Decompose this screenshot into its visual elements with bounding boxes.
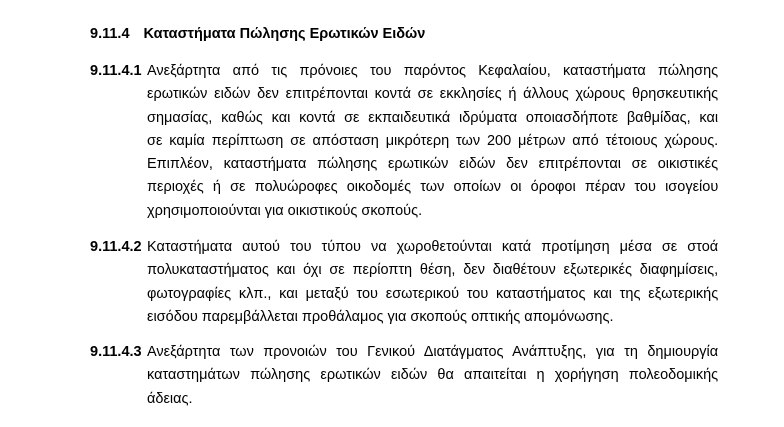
clause-line: χρησιμοποιούνται για οικιστικούς σκοπούς. bbox=[147, 202, 423, 219]
clause-line: Ανεξάρτητα από τις πρόνοιες του παρόντος Κεφαλαίου, καταστήματα πώλησης bbox=[147, 63, 719, 79]
clause-9-11-4-2 bbox=[90, 236, 718, 329]
clause-line: φωτογραφίες κλπ., και μεταξύ του εσωτερικού του καταστήματος και της εξωτερικής bbox=[147, 285, 719, 302]
clause-number: 9.11.4.1 bbox=[90, 63, 142, 79]
clause-line: Ανεξάρτητα των προνοιών του Γενικού Διατάγματος Ανάπτυξης, για τη δημιουργία bbox=[147, 344, 719, 360]
clause-line: Καταστήματα αυτού του τύπου να χωροθετούνται κατά προτίμηση μέσα σε στοά bbox=[147, 239, 719, 255]
clause-line: ερωτικών ειδών δεν επιτρέπονται κοντά σε εκκλησίες ή άλλους χώρους θρησκευτικής bbox=[147, 86, 719, 103]
clause-line: σε καμία περίπτωση σε απόσταση μικρότερη των 200 μέτρων από τέτοιους χώρους. bbox=[147, 132, 719, 149]
section-heading bbox=[90, 24, 425, 44]
section-title: Καταστήματα Πώλησης Ερωτικών Ειδών bbox=[143, 26, 426, 42]
clause-number: 9.11.4.2 bbox=[90, 239, 142, 255]
clause-line: άδειας. bbox=[147, 390, 193, 407]
clause-9-11-4-3 bbox=[90, 341, 718, 411]
clause-line: σημασίας, καθώς και κοντά σε εκπαιδευτικά ιδρύματα οποιασδήποτε βαθμίδας, και bbox=[147, 109, 719, 126]
clause-9-11-4-1 bbox=[90, 60, 718, 223]
clause-number: 9.11.4.3 bbox=[90, 344, 142, 360]
clause-line: εισόδου παρεμβάλλεται προθάλαμος για σκοπούς οπτικής απομόνωσης. bbox=[147, 308, 614, 325]
clause-line: καταστημάτων πώλησης ερωτικών ειδών θα απαιτείται η χορήγηση πολεοδομικής bbox=[147, 367, 719, 384]
clause-line: περιοχές ή σε πολυώροφες οικοδομές των οποίων οι όροφοι πέραν του ισογείου bbox=[147, 179, 719, 196]
clause-line: Επιπλέον, καταστήματα πώλησης ερωτικών ειδών δεν επιτρέπονται σε οικιστικές bbox=[147, 156, 719, 173]
section-number: 9.11.4 bbox=[90, 26, 130, 42]
clause-line: πολυκαταστήματος και όχι σε περίοπτη θέση, δεν διαθέτουν εξωτερικές διαφημίσεις, bbox=[147, 262, 719, 279]
